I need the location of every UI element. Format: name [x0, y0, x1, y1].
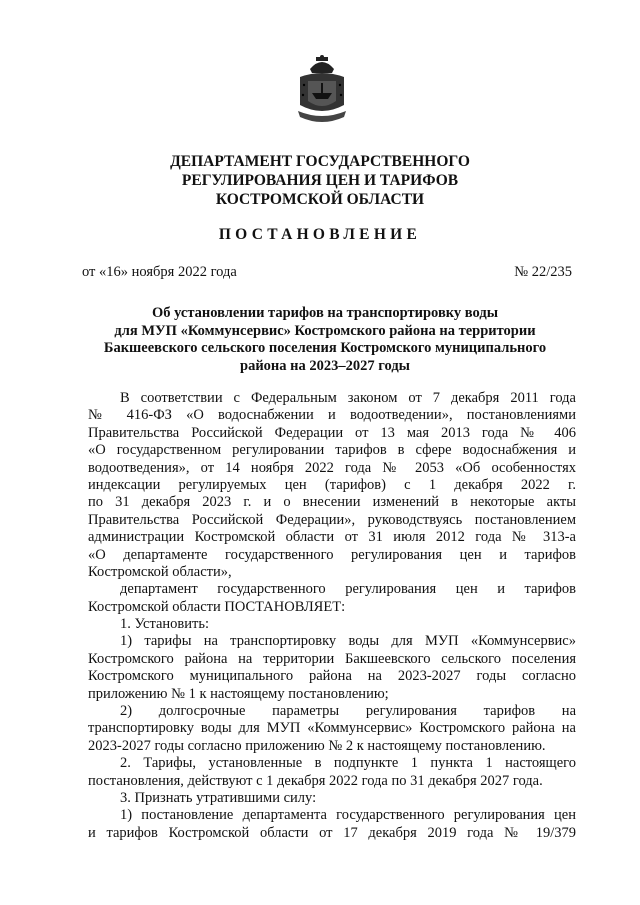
body-line: Костромской области»,: [88, 563, 232, 580]
body-line: 2023-2027 годы согласно приложению № 2 к настоящему постановлению.: [88, 737, 546, 754]
title-line: Бакшеевского сельского поселения Костромского муниципального: [103, 340, 547, 356]
body-line: 1) постановление департамента государственного регулирования цен: [120, 807, 576, 824]
body-line: 1) тарифы на транспортировку воды для МУП «Коммунсервис»: [120, 633, 576, 650]
body-line: приложению № 1 к настоящему постановлению;: [88, 685, 389, 702]
document-title: [60, 305, 590, 375]
department-line: ДЕПАРТАМЕНТ ГОСУДАРСТВЕННОГО: [170, 153, 470, 170]
body-line: администрации Костромской области от 31 июля 2012 года № 313-а: [88, 529, 576, 546]
body-line: Правительства Российской Федерации», руководствуясь постановлением: [88, 511, 576, 528]
body-line: 2) долгосрочные параметры регулирования тарифов на: [120, 703, 576, 720]
document-number: № 22/235: [514, 264, 572, 280]
department-line: РЕГУЛИРОВАНИЯ ЦЕН И ТАРИФОВ: [181, 172, 459, 189]
body-line: Костромской области ПОСТАНОВЛЯЕТ:: [88, 598, 346, 615]
body-line: индексации регулируемых цен (тарифов) с 1 декабря 2022 г.: [88, 476, 576, 493]
body-line: № 416-ФЗ «О водоснабжении и водоотведении», постановлениями: [88, 407, 576, 424]
department-name: [0, 152, 640, 209]
document-body: [88, 390, 576, 842]
date-number-line: [82, 264, 572, 284]
body-line: «О департаменте государственного регулирования цен и тарифов: [88, 546, 576, 563]
title-line: для МУП «Коммунсервис» Костромского района на территории: [114, 322, 536, 339]
body-line: 1. Установить:: [120, 616, 210, 633]
title-line: Об установлении тарифов на транспортировку воды: [151, 305, 499, 321]
body-line: водоотведения», от 14 ноября 2022 года № 2053 «Об особенностях: [88, 459, 576, 476]
body-line: Правительства Российской Федерации от 13 мая 2013 года № 406: [88, 424, 576, 441]
document-date: от «16» ноября 2022 года: [82, 264, 237, 280]
body-line: транспортировку воды для МУП «Коммунсервис» Костромского района на: [88, 720, 576, 737]
body-line: Костромского муниципального района на 2023-2027 годы согласно: [88, 668, 576, 685]
body-line: 2. Тарифы, установленные в подпункте 1 пункта 1 настоящего: [120, 755, 576, 772]
department-line: КОСТРОМСКОЙ ОБЛАСТИ: [215, 191, 425, 208]
body-line: и тарифов Костромской области от 17 декабря 2019 года № 19/379: [88, 824, 576, 841]
body-line: по 31 декабря 2023 г. и о внесении изменений в некоторые акты: [88, 494, 576, 511]
body-line: департамент государственного регулирования цен и тарифов: [120, 581, 576, 598]
body-line: «О государственном регулировании тарифов в сфере водоснабжения и: [88, 442, 576, 459]
document-type-heading: ПОСТАНОВЛЕНИЕ: [218, 226, 422, 243]
body-line: Костромского района на территории Бакшеевского сельского поселения: [88, 650, 576, 667]
title-line: района на 2023–2027 годы: [240, 357, 410, 374]
coat-of-arms-emblem: [294, 55, 350, 127]
body-line: В соответствии с Федеральным законом от 7 декабря 2011 года: [120, 390, 576, 406]
body-line: постановления, действуют с 1 декабря 2022 года по 31 декабря 2027 года.: [88, 772, 543, 789]
body-line: 3. Признать утратившими силу:: [120, 789, 317, 806]
